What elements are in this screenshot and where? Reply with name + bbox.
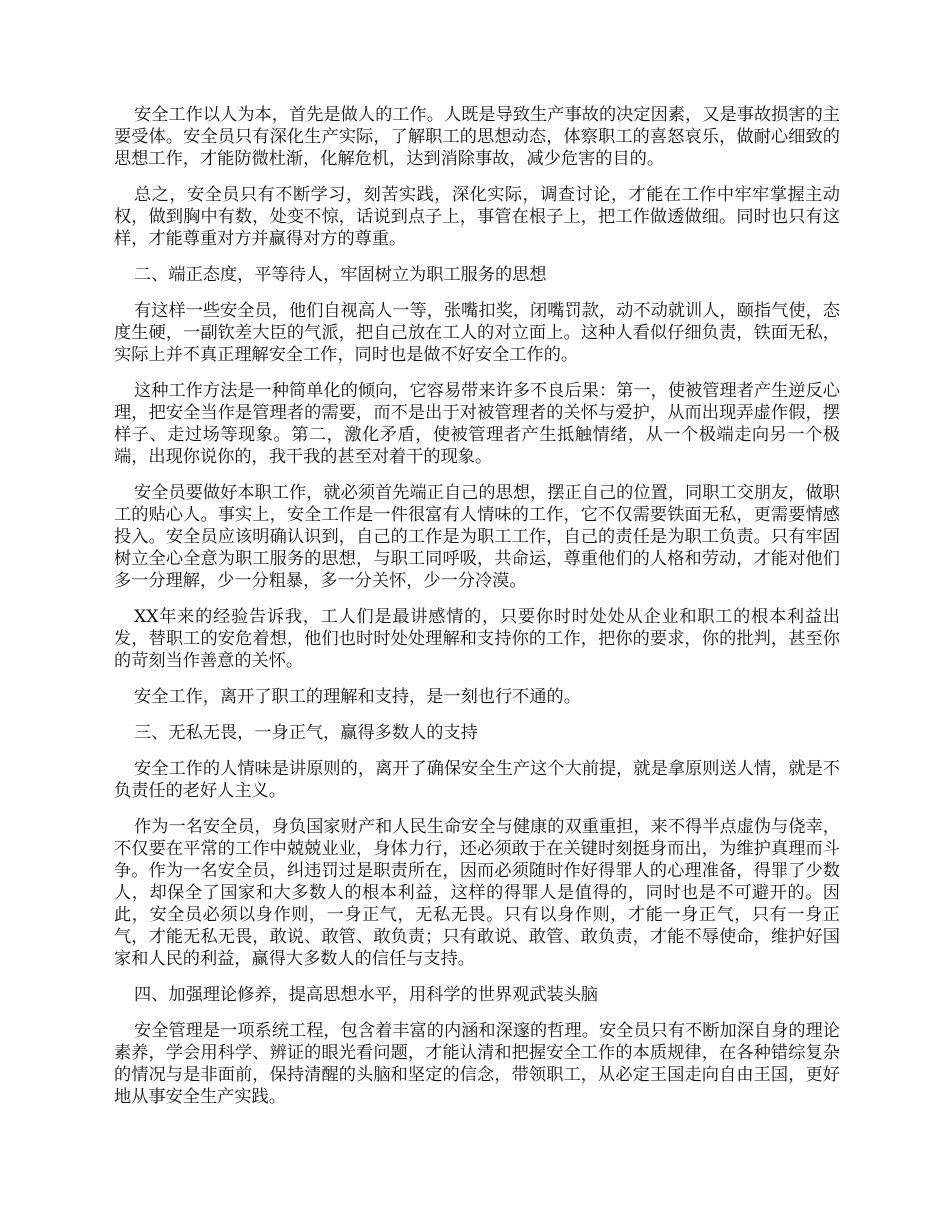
paragraph: 安全工作，离开了职工的理解和支持，是一刻也行不通的。 bbox=[134, 687, 581, 707]
section-heading: 二、端正态度，平等待人，牢固树立为职工服务的思想 bbox=[134, 265, 547, 285]
section-heading: 四、加强理论修养，提高思想水平，用科学的世界观武装头脑 bbox=[134, 985, 599, 1005]
section-heading: 三、无私无畏，一身正气，赢得多数人的支持 bbox=[134, 723, 478, 743]
paragraph: 作为一名安全员，身负国家财产和人民生命安全与健康的双重重担，来不得半点虚伪与侥幸，不仅要在平常的工作中兢兢业业，身体力行，还必须敢于在关键时刻挺身而出，为维护真理而斗争。作为一名安全员，纠违罚过是职责所在，因而必须随时作好得罪人的心理准备，得罪了少数人，却保全了国家和大多数人的根本利益，这样的得罪人是值得的，同时也是不可避开的。因此，安全员必须以身作则，一身正气，无私无畏。只有以身作则，才能一身正气，只有一身正气，才能无私无畏，敢说、敢管、敢负责；只有敢说、敢管、敢负责，才能不辱使命，维护好国家和人民的利益，赢得大多数人的信任与支持。 bbox=[114, 817, 840, 969]
paragraph: 总之，安全员只有不断学习，刻苦实践，深化实际，调查讨论，才能在工作中牢牢掌握主动权，做到胸中有数，处变不惊，话说到点子上，事管在根子上，把工作做透做细。同时也只有这样，才能尊重对方并赢得对方的尊重。 bbox=[114, 185, 840, 249]
paragraph: 安全员要做好本职工作，就必须首先端正自己的思想，摆正自己的位置，同职工交朋友，做职工的贴心人。事实上，安全工作是一件很富有人情味的工作，它不仅需要铁面无私，更需要情感投入。安全员应该明确认识到，自己的工作是为职工工作，自己的责任是为职工负责。只有牢固树立全心全意为职工服务的思想，与职工同呼吸，共命运，尊重他们的人格和劳动，才能对他们多一分理解，少一分粗暴，多一分关怀，少一分冷漠。 bbox=[114, 483, 840, 591]
paragraph: XX年来的经验告诉我，工人们是最讲感情的，只要你时时处处从企业和职工的根本利益出发，替职工的安危着想，他们也时时处处理解和支持你的工作，把你的要求，你的批判，甚至你的苛刻当作善意的关怀。 bbox=[114, 607, 840, 671]
paragraph: 安全工作的人情味是讲原则的，离开了确保安全生产这个大前提，就是拿原则送人情，就是不负责任的老好人主义。 bbox=[114, 759, 840, 801]
paragraph: 安全工作以人为本，首先是做人的工作。人既是导致生产事故的决定因素，又是事故损害的主要受体。安全员只有深化生产实际，了解职工的思想动态，体察职工的喜怒哀乐，做耐心细致的思想工作，才能防微杜渐，化解危机，达到消除事故，减少危害的目的。 bbox=[114, 105, 840, 169]
paragraph: 有这样一些安全员，他们自视高人一等，张嘴扣奖，闭嘴罚款，动不动就训人，颐指气使，态度生硬，一副钦差大臣的气派，把自己放在工人的对立面上。这种人看似仔细负责，铁面无私，实际上并不真正理解安全工作，同时也是做不好安全工作的。 bbox=[114, 301, 840, 365]
document-body bbox=[114, 104, 840, 1122]
paragraph: 这种工作方法是一种简单化的倾向，它容易带来许多不良后果：第一，使被管理者产生逆反心理，把安全当作是管理者的需要，而不是出于对被管理者的关怀与爱护，从而出现弄虚作假，摆样子、走过场等现象。第二，激化矛盾，使被管理者产生抵触情绪，从一个极端走向另一个极端，出现你说你的，我干我的甚至对着干的现象。 bbox=[114, 381, 840, 467]
paragraph: 安全管理是一项系统工程，包含着丰富的内涵和深邃的哲理。安全员只有不断加深自身的理论素养，学会用科学、辨证的眼光看问题，才能认清和把握安全工作的本质规律，在各种错综复杂的情况与是非面前，保持清醒的头脑和坚定的信念，带领职工，从必定王国走向自由王国，更好地从事安全生产实践。 bbox=[114, 1021, 840, 1107]
